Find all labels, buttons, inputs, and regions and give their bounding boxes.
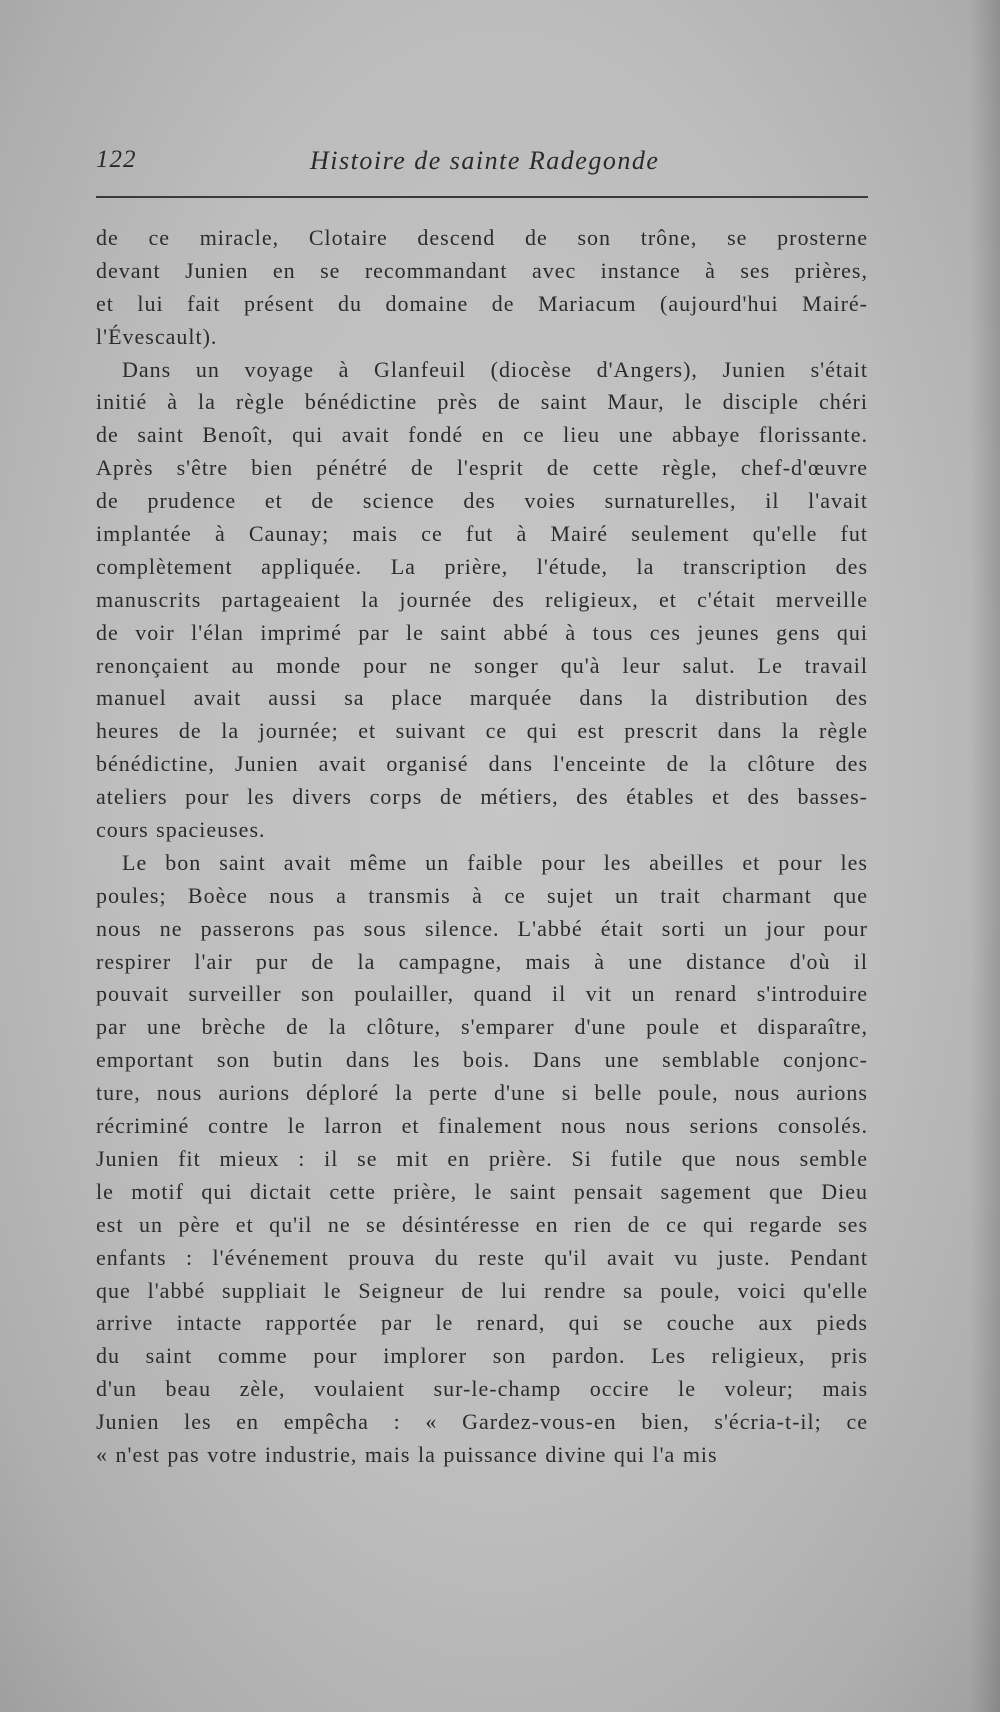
text-line: et lui fait présent du domaine de Mariacum (aujourd'hui Mairé- — [96, 290, 868, 316]
text-line: Dans un voyage à Glanfeuil (diocèse d'Angers), Junien s'était — [122, 356, 868, 382]
page-edge-shadow — [970, 0, 1000, 1712]
text-line: manuel avait aussi sa place marquée dans la distribution des — [96, 685, 868, 711]
text-line: bénédictine, Junien avait organisé dans l'enceinte de la clôture des — [96, 751, 868, 777]
running-title: Histoire de sainte Radegonde — [310, 146, 660, 175]
text-line: Junien les en empêcha : « Gardez-vous-en bien, s'écria-t-il; ce — [96, 1409, 868, 1435]
text-line: heures de la journée; et suivant ce qui est prescrit dans la règle — [96, 718, 868, 744]
text-line: respirer l'air pur de la campagne, mais à une distance d'où il — [96, 948, 868, 974]
text-line: de prudence et de science des voies surnaturelles, il l'avait — [96, 488, 868, 514]
text-line: emportant son butin dans les bois. Dans une semblable conjonc- — [96, 1047, 868, 1073]
text-line: de voir l'élan imprimé par le saint abbé à tous ces jeunes gens qui — [96, 619, 868, 645]
text-line: nous ne passerons pas sous silence. L'abbé était sorti un jour pour — [96, 915, 868, 941]
text-line: manuscrits partageaient la journée des religieux, et c'était merveille — [96, 586, 868, 612]
text-line: de saint Benoît, qui avait fondé en ce lieu une abbaye florissante. — [96, 422, 868, 448]
text-line: devant Junien en se recommandant avec instance à ses prières, — [96, 257, 868, 283]
text-line: que l'abbé suppliait le Seigneur de lui rendre sa poule, voici qu'elle — [96, 1277, 868, 1303]
page-number: 122 — [96, 146, 137, 173]
text-line: Après s'être bien pénétré de l'esprit de cette règle, chef-d'œuvre — [96, 455, 868, 481]
text-line: « n'est pas votre industrie, mais la puissance divine qui l'a mis — [96, 1441, 718, 1467]
text-line: pouvait surveiller son poulailler, quand il vit un renard s'introduire — [96, 981, 868, 1007]
text-line: renonçaient au monde pour ne songer qu'à leur salut. Le travail — [96, 652, 868, 678]
text-line: du saint comme pour implorer son pardon. Les religieux, pris — [96, 1343, 868, 1369]
text-line: enfants : l'événement prouva du reste qu'il avait vu juste. Pendant — [96, 1244, 868, 1270]
text-line: Le bon saint avait même un faible pour les abeilles et pour les — [122, 849, 868, 875]
text-line: l'Évescault). — [96, 323, 218, 349]
text-line: récriminé contre le larron et finalement nous nous serions consolés. — [96, 1113, 868, 1139]
text-line: poules; Boèce nous a transmis à ce sujet un trait charmant que — [96, 882, 868, 908]
header-rule — [96, 196, 868, 198]
text-line: le motif qui dictait cette prière, le saint pensait sagement que Dieu — [96, 1178, 868, 1204]
text-line: complètement appliquée. La prière, l'étude, la transcription des — [96, 553, 868, 579]
text-line: est un père et qu'il ne se désintéresse en rien de ce qui regarde ses — [96, 1211, 868, 1237]
text-line: de ce miracle, Clotaire descend de son trône, se prosterne — [96, 225, 868, 250]
text-line: Junien fit mieux : il se mit en prière. Si futile que nous semble — [96, 1145, 868, 1171]
text-line: d'un beau zèle, voulaient sur-le-champ occire le voleur; mais — [96, 1376, 868, 1402]
text-line: implantée à Caunay; mais ce fut à Mairé seulement qu'elle fut — [96, 521, 868, 547]
running-header — [96, 146, 868, 180]
text-line: ture, nous aurions déploré la perte d'une si belle poule, nous aurions — [96, 1080, 868, 1106]
body-text — [96, 222, 868, 1472]
text-line: par une brèche de la clôture, s'emparer d'une poule et disparaître, — [96, 1014, 868, 1040]
text-line: initié à la règle bénédictine près de saint Maur, le disciple chéri — [96, 389, 868, 415]
text-line: ateliers pour les divers corps de métiers, des étables et des basses- — [96, 784, 868, 810]
text-line: arrive intacte rapportée par le renard, qui se couche aux pieds — [96, 1310, 868, 1336]
text-line: cours spacieuses. — [96, 817, 266, 843]
